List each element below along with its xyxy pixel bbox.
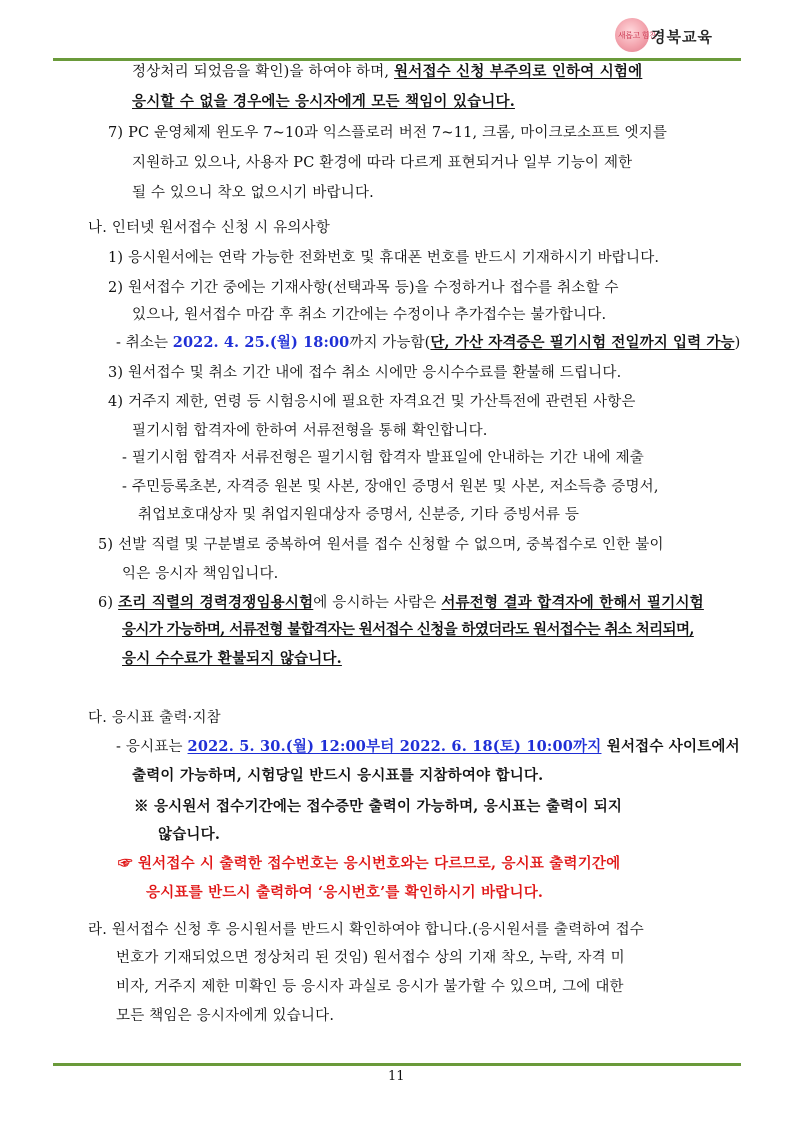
- emphasis-text: 단, 가산 자격증은 필기시험 전일까지 입력 가능: [430, 334, 735, 351]
- da-warning-line2: 응시표를 반드시 출력하여 ‘응시번호’를 확인하시기 바랍니다.: [146, 884, 544, 901]
- da-note-line2: 않습니다.: [158, 826, 221, 843]
- emphasis-text: 조리 직렬의 경력경쟁임용시험: [118, 594, 314, 611]
- block1-line1: [132, 62, 642, 82]
- text: - 응시표는: [116, 739, 188, 755]
- logo-slogan: 새롭고 힘찬: [618, 31, 657, 40]
- na-item6-line1: [98, 593, 704, 613]
- text: 6): [98, 595, 119, 611]
- na-item2-line1: 2) 원서접수 기간 중에는 기재사항(선택과목 등)을 수정하거나 접수를 취소할 수: [108, 280, 619, 296]
- na-cancel-note: [116, 333, 740, 353]
- da-note-line1: ※ 응시원서 접수기간에는 접수증만 출력이 가능하며, 응시표는 출력이 되지: [134, 798, 623, 815]
- na-item5-line1: 5) 선발 직렬 및 구분별로 중복하여 원서를 접수 신청할 수 없으며, 중복접수로 인한 불이: [98, 537, 664, 553]
- header-divider: [53, 58, 741, 61]
- cancel-deadline: 2022. 4. 25.(월) 18:00: [172, 334, 350, 351]
- footer-divider: [53, 1063, 741, 1066]
- section-ra-line1: 라. 원서접수 신청 후 응시원서를 반드시 확인하여야 합니다.(응시원서를 출력하여 접수: [88, 922, 644, 938]
- da-line2: 출력이 가능하며, 시험당일 반드시 응시표를 지참하여야 합니다.: [132, 767, 544, 784]
- na-item4-line2: 필기시험 합격자에 한하여 서류전형을 통해 확인합니다.: [132, 423, 488, 439]
- item7-line1: 7) PC 운영체제 윈도우 7~10과 익스플로러 버전 7~11, 크롬, 마이크로소프트 엣지를: [108, 125, 668, 141]
- text: 정상처리 되었음을 확인)을 하여야 하며,: [132, 64, 395, 80]
- na-item4-dash2-line1: - 주민등록초본, 자격증 원본 및 사본, 장애인 증명서 원본 및 사본, 저소득층 증명서,: [122, 479, 659, 495]
- na-item5-line2: 익은 응시자 책임입니다.: [122, 566, 279, 582]
- na-item4-line1: 4) 거주지 제한, 연령 등 시험응시에 필요한 자격요건 및 가산특전에 관련된 사항은: [108, 394, 636, 410]
- section-ra-line3: 비자, 거주지 제한 미확인 등 응시자 과실로 응시가 불가할 수 있으며, 그에 대한: [116, 979, 624, 995]
- section-ra-line2: 번호가 기재되었으면 정상처리 된 것임) 원서접수 상의 기재 착오, 누락, 자격 미: [116, 950, 625, 966]
- item7-line2: 지원하고 있으나, 사용자 PC 환경에 따라 다르게 표현되거나 일부 기능이 제한: [132, 155, 633, 171]
- na-item1: 1) 응시원서에는 연락 가능한 전화번호 및 휴대폰 번호를 반드시 기재하시기 바랍니다.: [108, 250, 660, 266]
- page-number: 11: [388, 1069, 405, 1084]
- header-logo: [615, 14, 755, 54]
- section-ra-line4: 모든 책임은 응시자에게 있습니다.: [116, 1008, 335, 1024]
- na-item3: 3) 원서접수 및 취소 기간 내에 접수 취소 시에만 응시수수료를 환불해 드립니다.: [108, 365, 622, 381]
- block1-line2: 응시할 수 없을 경우에는 응시자에게 모든 책임이 있습니다.: [132, 93, 515, 110]
- emphasis-text: 원서접수 사이트에서: [601, 738, 740, 755]
- emphasis-text: 원서접수 신청 부주의로 인하여 시험에: [394, 63, 643, 80]
- na-item6-line3: 응시 수수료가 환불되지 않습니다.: [122, 650, 342, 667]
- print-period: 2022. 5. 30.(월) 12:00부터 2022. 6. 18(토) 10:00까지: [187, 738, 602, 755]
- text: 까지 가능함(: [349, 335, 431, 351]
- text: - 취소는: [116, 335, 173, 351]
- text: ): [734, 335, 741, 351]
- text: 에 응시하는 사람은: [313, 595, 442, 611]
- na-item6-line2: 응시가 가능하며, 서류전형 불합격자는 원서접수 신청을 하였더라도 원서접수는 취소 처리되며,: [122, 621, 694, 638]
- section-na-heading: 나. 인터넷 원서접수 신청 시 유의사항: [88, 220, 330, 236]
- logo-brand-text: 경북교육: [651, 28, 713, 46]
- da-warning-line1: ☞ 원서접수 시 출력한 접수번호는 응시번호와는 다르므로, 응시표 출력기간에: [118, 855, 621, 872]
- item7-line3: 될 수 있으니 착오 없으시기 바랍니다.: [132, 185, 374, 201]
- emphasis-text: 서류전형 결과 합격자에 한해서 필기시험: [441, 594, 704, 611]
- na-item2-line2: 있으나, 원서접수 마감 후 취소 기간에는 수정이나 추가접수는 불가합니다.: [132, 307, 607, 323]
- da-line1: [116, 737, 740, 757]
- section-da-heading: 다. 응시표 출력·지참: [88, 710, 221, 726]
- na-item4-dash2-line2: 취업보호대상자 및 취업지원대상자 증명서, 신분증, 기타 증빙서류 등: [138, 507, 580, 523]
- na-item4-dash1: - 필기시험 합격자 서류전형은 필기시험 합격자 발표일에 안내하는 기간 내에 제출: [122, 450, 645, 466]
